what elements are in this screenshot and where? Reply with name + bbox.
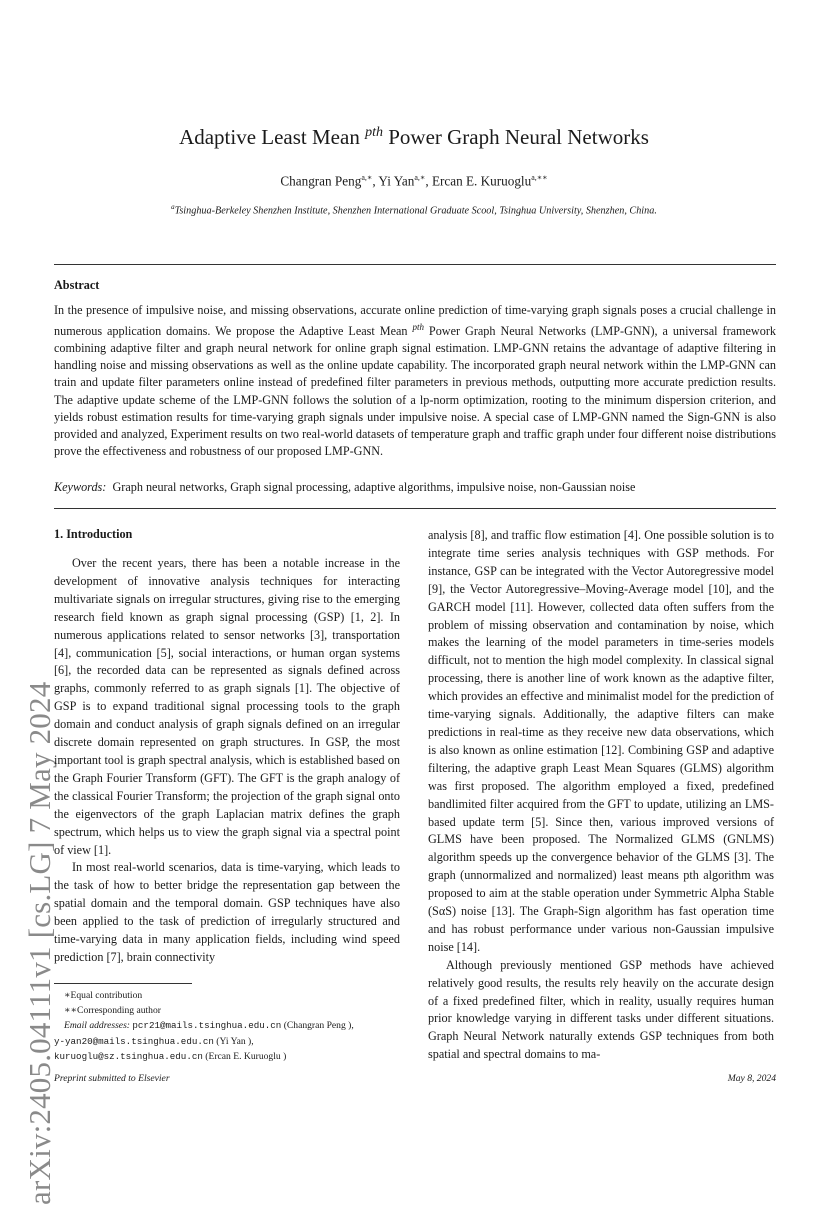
keywords-label: Keywords: — [54, 480, 107, 494]
email-label: Email addresses: — [64, 1020, 130, 1032]
abstract-heading: Abstract — [54, 278, 100, 292]
email-owner: (Ercan E. Kuruoglu ) — [205, 1050, 287, 1062]
author-marks: a,∗∗ — [531, 173, 548, 182]
left-paragraph-2: In most real-world scenarios, data is time-varying, which leads to the task of how to better bridge the representation gap between the spatial domain and the temporal domain. GSP techniques have also been applied to the task of prediction of irregularly structured and time-varying data in many application fields, including wind speed prediction [7], brain connectivity — [54, 860, 400, 964]
author-name: Yi Yan — [378, 173, 415, 189]
footnote-rule — [54, 983, 192, 984]
title-rest: Power Graph Neural Networks — [382, 125, 649, 149]
top-rule — [54, 264, 776, 265]
footnote-email-3 — [54, 1049, 414, 1064]
author-name: Changran Peng — [280, 173, 362, 189]
abstract-sup: pth — [412, 322, 424, 333]
right-paragraph-2: Although previously mentioned GSP methods have achieved relatively good results, the results rely heavily on the accurate design of a fixed predefined filter, which in reality, usually requires human prior knowledge varying in different tasks under different situations. Graph Neural Network naturally extends GSP techniques from both spatial and spectral domains to ma- — [428, 957, 774, 1062]
email-link[interactable]: kuruoglu@sz.tsinghua.edu.cn — [54, 1050, 203, 1062]
email-owner: (Changran Peng ), — [283, 1020, 354, 1032]
abstract-part1: In the presence of impulsive noise, and missing observations, accurate online prediction of time-varying graph signals poses a crucial challenge in numerous application domains. We propose the Adaptive Least Mean — [54, 303, 776, 339]
footnote-email-2 — [54, 1034, 414, 1049]
footnote-equal: ∗Equal contribution — [64, 990, 143, 1001]
footer-left: Preprint submitted to Elsevier — [54, 1073, 170, 1084]
keywords — [54, 480, 776, 495]
footnote-emails — [54, 1018, 414, 1033]
title-sup: pth — [365, 125, 383, 140]
footer-right: May 8, 2024 — [727, 1073, 776, 1084]
keywords-rule — [54, 508, 776, 509]
affiliation-mark: a — [171, 203, 175, 211]
title-main: Adaptive Least Mean — [179, 125, 366, 149]
email-link[interactable]: pcr21@mails.tsinghua.edu.cn — [132, 1020, 282, 1032]
right-column — [428, 527, 774, 1064]
email-owner: (Yi Yan ), — [216, 1035, 254, 1047]
footnote-corresponding: ∗∗Corresponding author — [64, 1005, 161, 1017]
author-name: Ercan E. Kuruoglu — [431, 173, 532, 189]
left-paragraph-1: Over the recent years, there has been a notable increase in the development of innovative analysis techniques for interacting multivariate signals on irregular structures, giving rise to the emerging research field known as graph signal processing (GSP) [1, 2]. In numerous applications related to sensor networks [3], transportation [4], communication [5], social interactions, or human organ systems [6], the recorded data can be represented as signals defined across graphs, commonly referred to as graph signals [1]. The objective of GSP is to expand traditional signal processing tools to the graph domain and conduct analysis of graph signals defined on an irregular discrete domain represented on graph structures. In GSP, the most important tool is graph spectral analysis, which is established based on the Graph Fourier Transform (GFT). The GFT is the graph analogy of the classical Fourier Transform; the projection of the graph signal onto the eigenvectors of the graph Laplacian matrix defines the graph spectrum, which helps us to view the graph signal via a spectral point of view [1]. — [54, 556, 400, 857]
arxiv-identifier-stamp: arXiv:2405.04111v1 [cs.LG] 7 May 2024 — [22, 681, 57, 1205]
author-marks: a,∗ — [414, 173, 426, 182]
email-link[interactable]: y-yan20@mails.tsinghua.edu.cn — [54, 1035, 214, 1047]
right-paragraph-1: analysis [8], and traffic flow estimation [4]. One possible solution is to integrate time series analysis techniques with GSP methods. For instance, GSP can be integrated with the Vector Autoregressive model [9], the Vector Autoregressive–Moving-Average model [10], and the GARCH model [11]. However, collected data often suffers from the problem of missing observation and contamination by noise, which makes the learning of the model parameters in time-series models difficult, not to mention the high model complexity. In classical signal processing, there is another line of work known as the adaptive filter, which provides an effective and minimalist model for the prediction of time-varying signals. Additionally, the adaptive filters can make predictions in real-time as they receive new data observations, which is also known as online estimation [12]. Combining GSP and adaptive filtering, the adaptive graph Least Mean Squares (GLMS) algorithm was first proposed. The algorithm employed a fixed, predefined bandlimited filter acquired from the GFT to update, utilizing an LMS-based update term [5]. Since then, various improved versions of GLMS have been proposed. The Normalized GLMS (GNLMS) algorithm speeds up the convergence behavior of the GLMS [3]. The graph (unnormalized and normalized) least means pth algorithm was proposed to aim at the stable operation under Symmetric Alpha Stable (SαS) noise [13]. The Graph-Sign algorithm has fast operation time and has robust performance under various non-Gaussian impulsive noise [14]. — [428, 528, 774, 954]
abstract-body — [54, 302, 776, 460]
affiliation-text: Tsinghua-Berkeley Shenzhen Institute, Shenzhen International Graduate Scool, Tsinghua University, Shenzhen, China. — [174, 205, 657, 217]
author-list: Changran Peng$^{a,∗}$, Yi Yan$^{a,∗}$, Ercan E. Kuruoglu$^{a,∗∗}$ — [280, 173, 548, 189]
abstract-part2: Power Graph Neural Networks (LMP-GNN), a universal framework combining adaptive filter and graph neural network for online graph signal estimation. LMP-GNN retains the advantage of adaptive filtering in handling noise and missing observations as well as the online update capability. The incorporated graph neural network within the LMP-GNN can train and update filter parameters online instead of predefined filter parameters in previous methods, outputting more accurate prediction results. The adaptive update scheme of the LMP-GNN follows the solution of a lp-norm optimization, rooting to the minimum dispersion criterion, and yields robust estimation results for time-varying graph signals under impulsive noise. A special case of LMP-GNN named the Sign-GNN is also provided and analyzed, Experiment results on two real-world datasets of temperature graph and traffic graph under four different noise distributions prove the effectiveness and robustness of our proposed LMP-GNN. — [54, 324, 776, 458]
section-heading: 1. Introduction — [54, 527, 133, 541]
author-marks: a,∗ — [361, 173, 373, 182]
affiliation — [0, 203, 828, 216]
footnotes — [54, 988, 414, 1064]
left-column — [54, 555, 400, 967]
paper-title — [0, 125, 828, 150]
keywords-text: Graph neural networks, Graph signal processing, adaptive algorithms, impulsive noise, non-Gaussian noise — [112, 480, 636, 494]
